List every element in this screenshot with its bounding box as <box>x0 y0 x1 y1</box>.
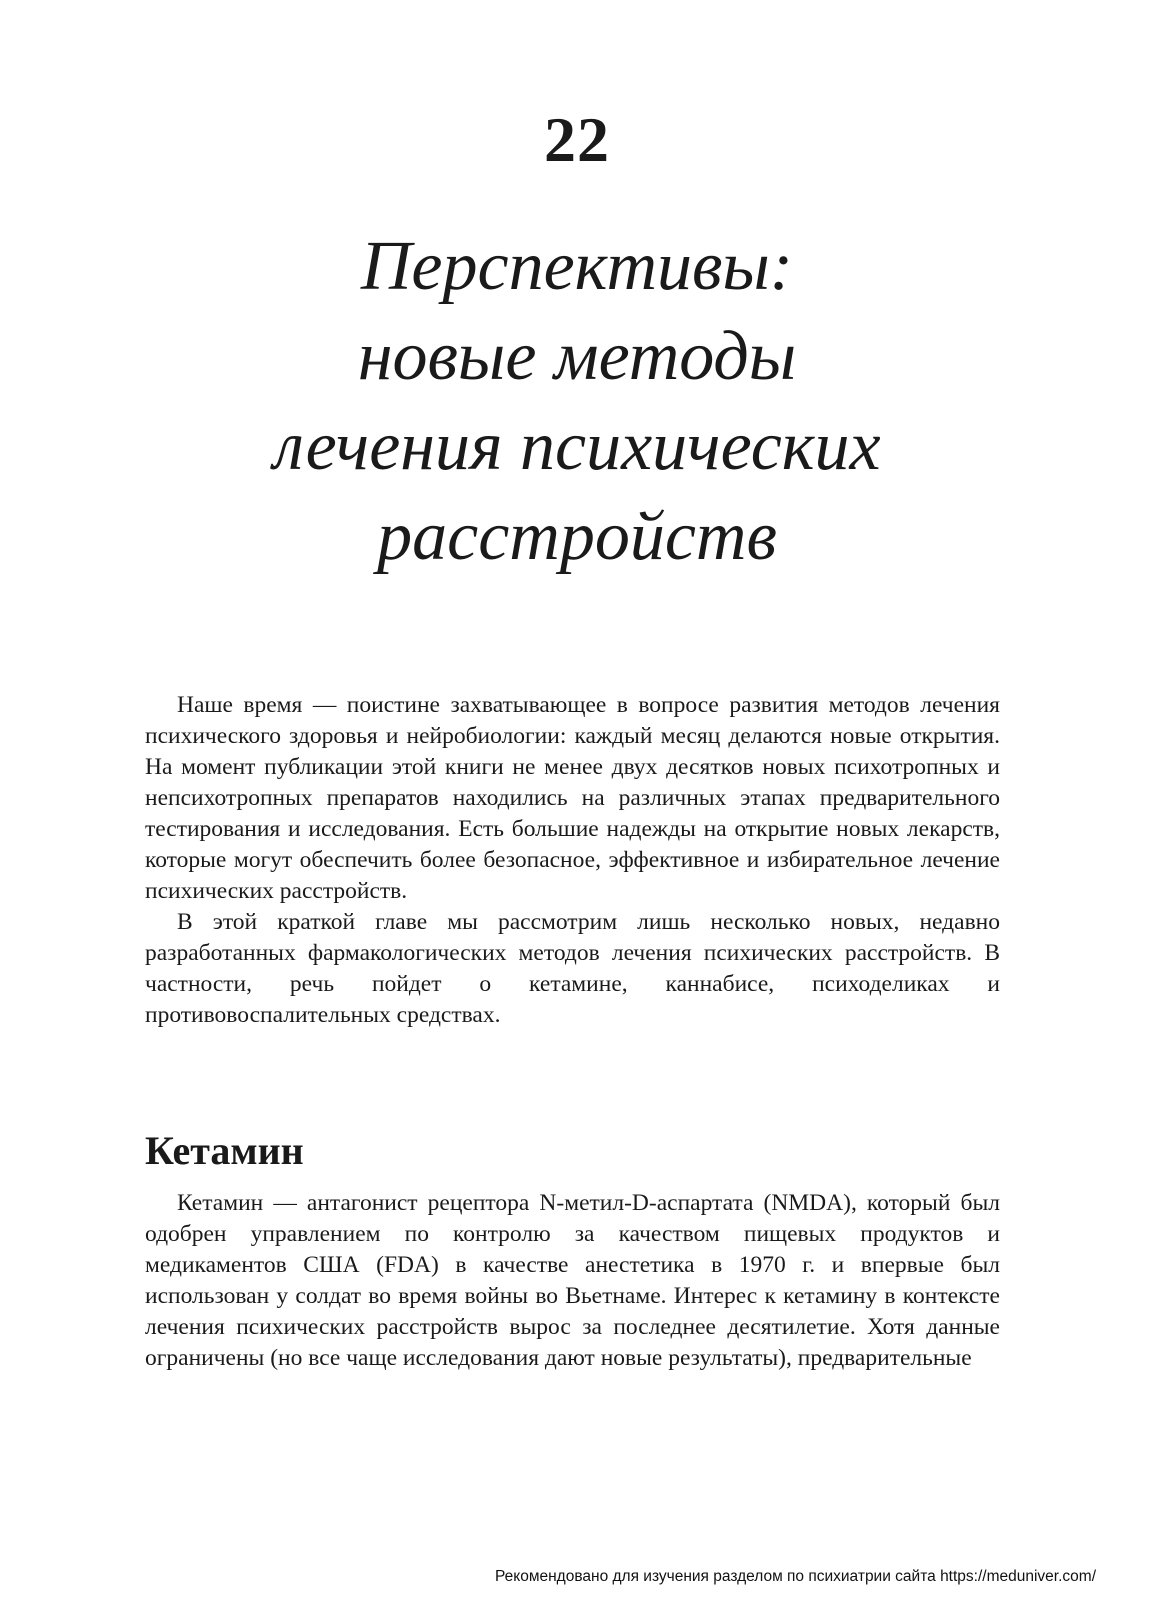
chapter-title-line: Перспективы: <box>360 228 794 305</box>
chapter-title-line: лечения психических <box>273 408 881 485</box>
chapter-number: 22 <box>544 104 610 175</box>
section-heading: Кетамин <box>145 1128 304 1173</box>
intro-paragraph: Наше время — поистине захватывающее в вопросе развития методов лечения психического здоровья и нейробиологии: каждый месяц делаются новые открытия. На момент публикации этой книги не менее двух десятков новых психотропных и непсихотропных препаратов находились на различных этапах предварительного тестирования и исследования. Есть большие надежды на открытие новых лекарств, которые могут обеспечить более безопасное, эффективное и избирательное лечение психических расстройств. <box>145 692 1000 904</box>
chapter-title-line: новые методы <box>357 318 797 395</box>
footer-note: Рекомендовано для изучения разделом по психиатрии сайта https://meduniver.com/ <box>494 1568 1096 1585</box>
section-paragraph: Кетамин — антагонист рецептора N-метил-D-аспартата (NMDA), который был одобрен управлением по контролю за качеством пищевых продуктов и медикаментов США (FDA) в качестве анестетика в 1970 г. и впервые был использован у солдат во время войны во Вьетнаме. Интерес к кетамину в контексте лечения психических расстройств вырос за последнее десятилетие. Хотя данные ограничены (но все чаще исследования дают новые результаты), предварительные <box>145 1190 1000 1371</box>
intro-paragraph: В этой краткой главе мы рассмотрим лишь несколько новых, недавно разработанных фармакологических методов лечения психических расстройств. В частности, речь пойдет о кетамине, каннабисе, психоделиках и противовоспалительных средствах. <box>145 909 1000 1028</box>
chapter-title-line: расстройств <box>377 498 777 575</box>
chapter-title <box>0 222 1154 582</box>
section-text <box>145 1188 1000 1374</box>
intro-text <box>145 690 1000 1031</box>
